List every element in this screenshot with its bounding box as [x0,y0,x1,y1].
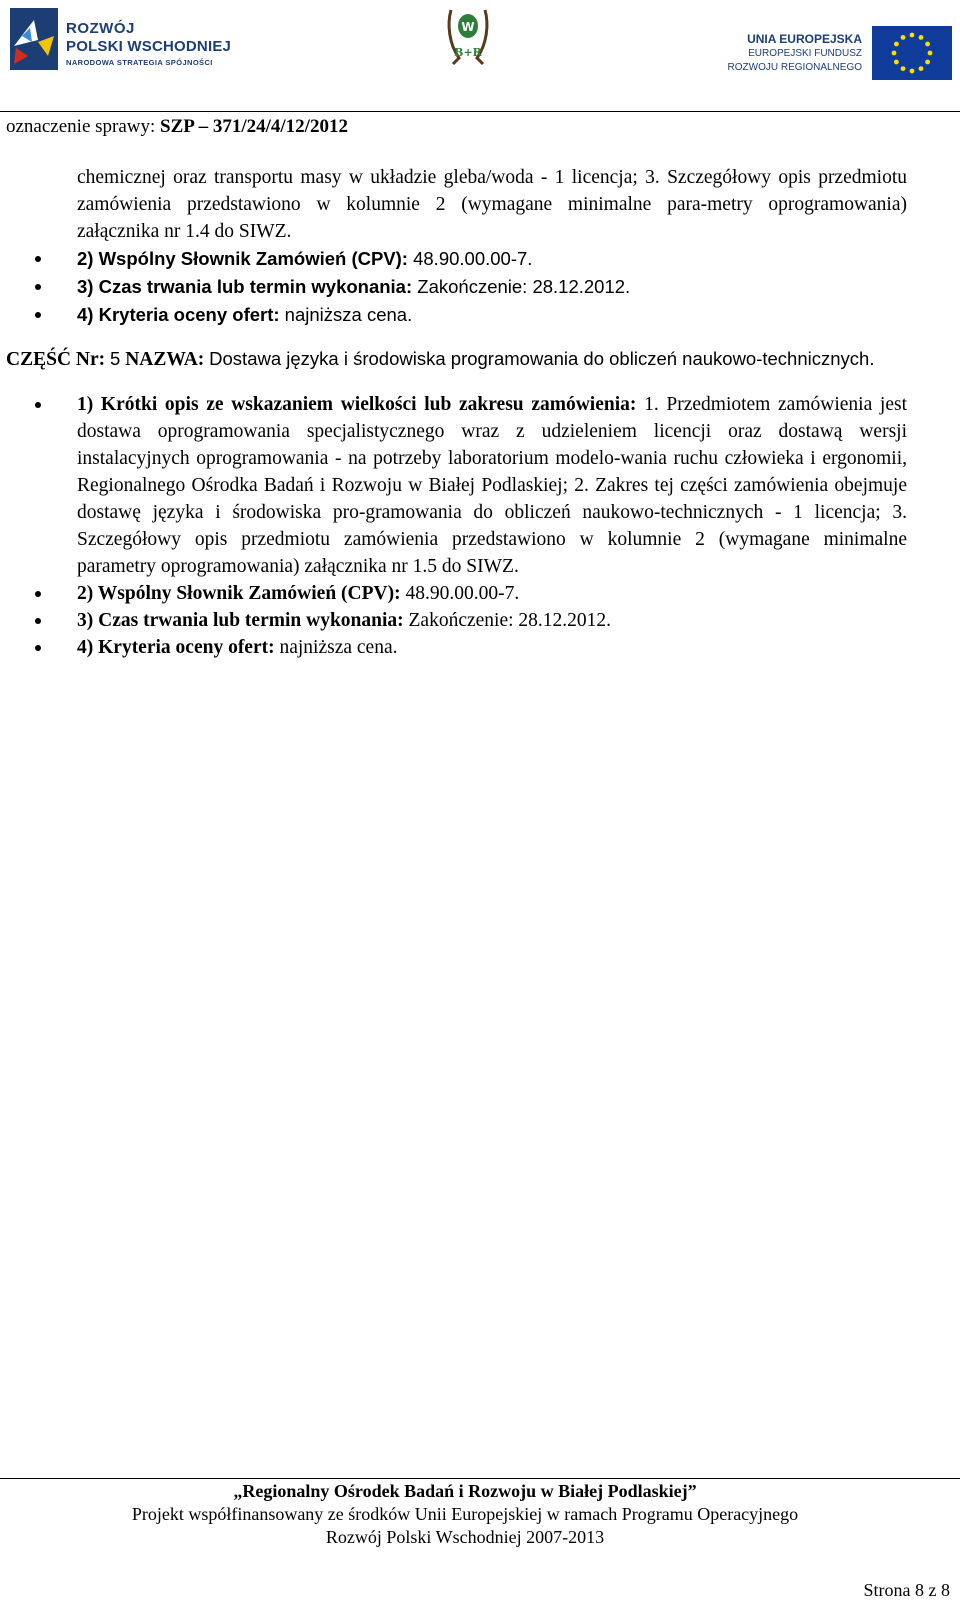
item-value: 48.90.00.00-7. [400,583,520,604]
bullet-icon [35,284,41,290]
item-label: 3) Czas trwania lub termin wykonania: [77,610,404,631]
wwf-br-emblem-icon [445,4,491,70]
logo-eu-line3: ROZWOJU REGIONALNEGO [727,62,862,73]
page-number: Strona 8 z 8 [863,1580,950,1600]
item-value: najniższa cena. [279,304,413,325]
part-name-label: NAZWA: [120,349,210,370]
page-footer [0,1480,930,1549]
footer-project-title: „Regionalny Ośrodek Badań i Rozwoju w Białej Podlaskiej” [233,1481,697,1501]
logo-eu-line1: UNIA EUROPEJSKA [747,32,862,46]
list-item [77,391,907,580]
list-item [77,273,907,301]
rpw-emblem-icon [8,6,60,72]
item-value: Zakończenie: 28.12.2012. [412,276,631,297]
item-label: 1) Krótki opis ze wskazaniem wielkości lub zakresu zamówienia: [77,394,637,415]
eu-erdf-logo [712,18,952,78]
item-label: 3) Czas trwania lub termin wykonania: [77,276,413,297]
institution-emblem [445,4,491,70]
bullet-icon [35,312,41,318]
item-value: Zakończenie: 28.12.2012. [403,610,612,631]
part4-criteria-list [0,245,960,329]
item-label: 4) Kryteria oceny ofert: [77,637,275,658]
rozwoj-polski-wschodniej-logo [8,6,248,74]
bullet-icon [35,618,41,624]
item-value: 1. Przedmiotem zamówienia jest dostawa oprogramowania specjalistycznego wraz z udzieleniem licencji oraz dostawą wersji instalacyjnych oprogramowania - na potrzeby laboratorium modelo-wania ruchu człowieka i ergonomii, Regionalnego Ośrodka Badań i Rozwoju w Białej Podlaskiej; 2. Zakres tej części zamówienia obejmuje dostawę języka i środowiska pro-gramowania do obliczeń naukowo-technicznych - 1 licencja; 3. Szczegółowy opis przedmiotu zamówienia przedstawiono w kolumnie 2 (wymagane minimalne parametry oprogramowania) załącznika nr 1.5 do SIWZ. [77,394,907,577]
item-label: 4) Kryteria oceny ofert: [77,304,280,325]
bullet-icon [35,256,41,262]
list-item [77,301,907,329]
bullet-icon [35,591,41,597]
list-item [77,634,907,661]
footer-divider [0,1478,960,1479]
bullet-icon [35,402,41,408]
document-body [0,164,960,661]
svg-text:W: W [461,20,475,34]
case-reference [6,116,348,138]
logo-eu-line2: EUROPEJSKI FUNDUSZ [748,48,862,59]
part5-details-list [0,391,960,661]
part-prefix: CZĘŚĆ Nr: [6,349,111,370]
page-header [0,0,960,108]
footer-programme-line: Rozwój Polski Wschodniej 2007-2013 [325,1527,605,1547]
logo-left-line1: ROZWÓJ [66,20,135,37]
list-item [77,580,907,607]
footer-cofinancing-line: Projekt współfinansowany ze środków Unii Europejskiej w ramach Programu Operacyjnego [131,1504,799,1524]
list-item [77,607,907,634]
item-value: najniższa cena. [274,637,398,658]
logo-left-line3: NARODOWA STRATEGIA SPÓJNOŚCI [66,58,213,67]
logo-left-line2: POLSKI WSCHODNIEJ [66,38,232,55]
list-item [77,245,907,273]
bullet-icon [35,645,41,651]
continuation-paragraph: chemicznej oraz transportu masy w układzie gleba/woda - 1 licencja; 3. Szczegółowy opis przedmiotu zamówienia przedstawiono w kolumnie 2 (wymagane minimalne para-metry oprogramowania) załącznika nr 1.4 do SIWZ. [77,167,907,242]
eu-flag-icon [872,26,952,80]
item-label: 2) Wspólny Słownik Zamówień (CPV): [77,248,408,269]
svg-text:B+R: B+R [454,46,482,59]
item-value: 48.90.00.00-7. [407,248,533,269]
header-divider [0,111,960,112]
part-name: Dostawa języka i środowiska programowania do obliczeń naukowo-technicznych. [209,348,875,369]
part-number: 5 [110,348,121,369]
item-label: 2) Wspólny Słownik Zamówień (CPV): [77,583,401,604]
case-label: oznaczenie sprawy: [6,116,161,137]
part-heading [6,345,906,373]
case-number: SZP – 371/24/4/12/2012 [160,116,348,137]
